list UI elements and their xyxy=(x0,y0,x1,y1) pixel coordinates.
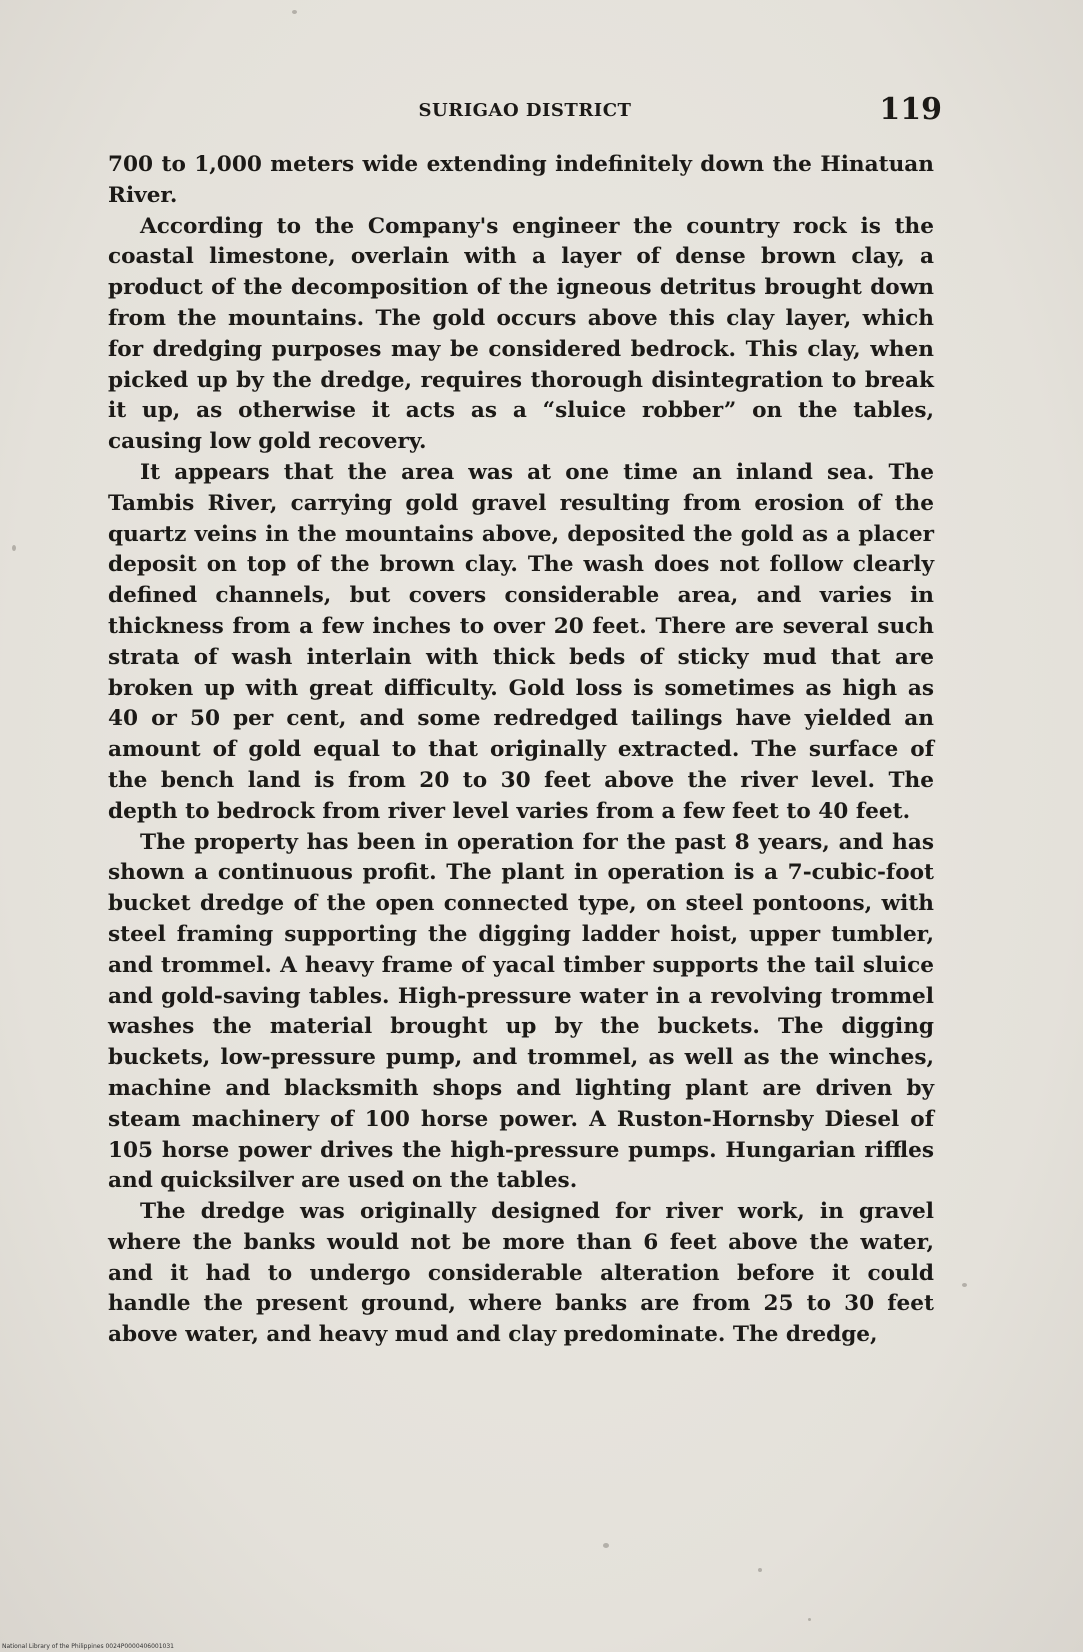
scan-credit: National Library of the Philippines 0024P0000406001031 xyxy=(2,1643,174,1650)
paragraph-inland-sea: It appears that the area was at one time an inland sea. The Tambis River, carrying gold gravel resulting from erosion of the quartz veins in the mountains above, deposited the gold as a placer deposit on top of the brown clay. The wash does not follow clearly defined channels, but covers considerable area, and varies in thickness from a few inches to over 20 feet. There are several such strata of wash interlain with thick beds of sticky mud that are broken up with great difficulty. Gold loss is sometimes as high as 40 or 50 per cent, and some redredged tailings have yielded an amount of gold equal to that originally extracted. The surface of the bench land is from 20 to 30 feet above the river level. The depth to bedrock from river level varies from a few feet to 40 feet. xyxy=(108,459,934,824)
paragraph-country-rock: According to the Company's engineer the country rock is the coastal limestone, overlain with a layer of dense brown clay, a product of the decomposition of the igneous detritus brought down from the mountains. The gold occurs above this clay layer, which for dredging purposes may be considered bedrock. This clay, when picked up by the dredge, requires thorough disintegration to break it up, as otherwise it acts as a “sluice robber” on the tables, causing low gold recovery. xyxy=(108,213,934,455)
page-number: 119 xyxy=(879,92,942,127)
scan-speck xyxy=(758,1568,762,1572)
page-header xyxy=(108,92,942,132)
scan-speck xyxy=(962,1283,967,1287)
scan-speck xyxy=(808,1618,811,1621)
paragraph-operation: The property has been in operation for the past 8 years, and has shown a continuous profit. The plant in operation is a 7-cubic-foot bucket dredge of the open connected type, on steel pontoons, with steel framing supporting the digging ladder hoist, upper tumbler, and trommel. A heavy frame of yacal timber supports the tail sluice and gold-saving tables. High-pressure water in a revolving trommel washes the material brought up by the buckets. The digging buckets, low-pressure pump, and trommel, as well as the winches, machine and blacksmith shops and lighting plant are driven by steam machinery of 100 horse power. A Ruston-Hornsby Diesel of 105 horse power drives the high-pressure pumps. Hungarian riffles and quicksilver are used on the tables. xyxy=(108,829,934,1194)
running-head: SURIGAO DISTRICT xyxy=(418,100,632,121)
paragraph-dredge-design: The dredge was originally designed for river work, in gravel where the banks would not be more than 6 feet above the water, and it had to undergo considerable alteration before it could handle the present ground, where banks are from 25 to 30 feet above water, and heavy mud and clay predominate. The dredge, xyxy=(108,1199,934,1348)
paragraph-continuation: 700 to 1,000 meters wide extending indefinitely down the Hinatuan River. xyxy=(108,152,934,208)
scan-speck xyxy=(292,10,297,14)
scan-speck xyxy=(603,1543,609,1548)
body-text xyxy=(108,150,934,1351)
scan-speck xyxy=(12,545,16,551)
